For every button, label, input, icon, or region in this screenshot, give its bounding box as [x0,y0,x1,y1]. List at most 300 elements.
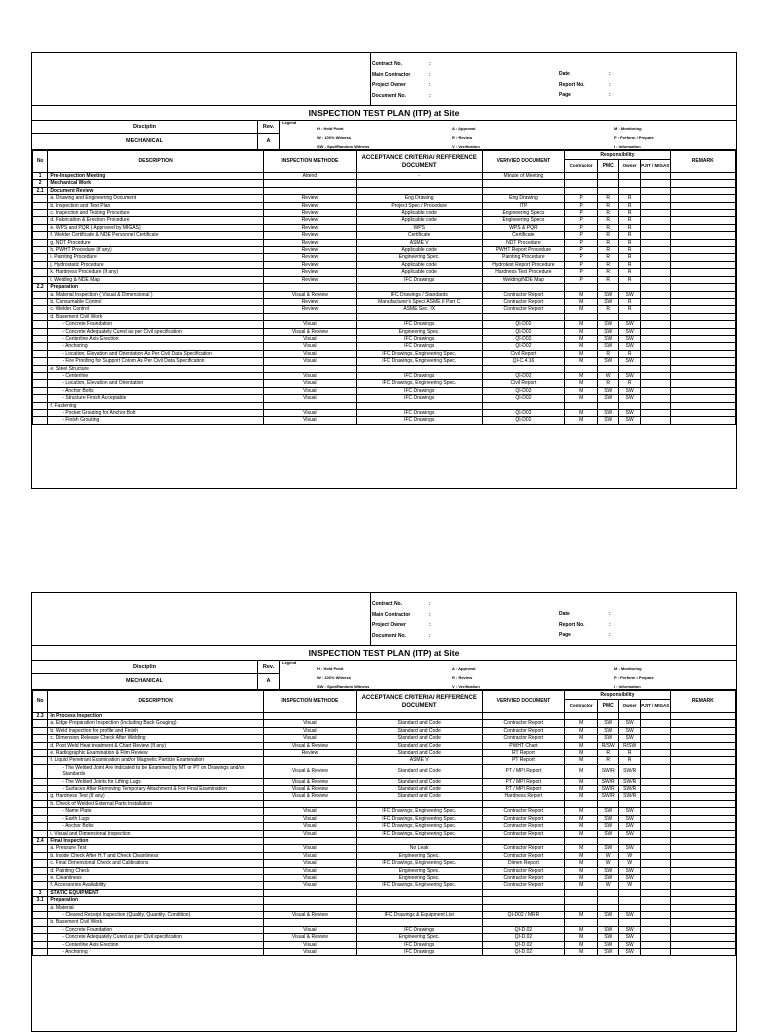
row-contractor: M [565,793,598,800]
section-row [33,173,736,180]
row-verified-doc: Hardness Report [482,793,565,800]
row-description: - Centerline [48,372,264,379]
row-pmc [598,284,619,291]
row-pjit [640,387,670,394]
row-number [33,313,48,320]
row-number: 2.1 [33,187,48,194]
row-contractor: M [565,815,598,822]
row-criteria: IFC Drawings, Engineering Spec. [356,830,482,837]
row-pjit [640,793,670,800]
table-row [33,395,736,402]
row-number [33,860,48,867]
row-pmc [598,402,619,409]
row-method: Visual [263,321,356,328]
col-remark: REMARK [670,691,735,713]
row-criteria [356,284,482,291]
row-pjit [640,395,670,402]
row-remark [670,372,735,379]
section-row [33,837,736,844]
row-method: Visual [263,387,356,394]
row-number [33,202,48,209]
row-pjit [640,786,670,793]
row-remark [670,793,735,800]
legend-col-2: A : Approval R : Review V : Verification [452,666,480,689]
row-criteria [356,187,482,194]
row-owner: SW [619,911,640,918]
row-criteria: IFC Drawings [356,949,482,956]
row-contractor: M [565,750,598,757]
row-remark [670,284,735,291]
row-remark [670,823,735,830]
table-row [33,291,736,298]
row-verified-doc [482,713,565,720]
row-method: Visual [263,860,356,867]
row-owner: R [619,239,640,246]
row-pmc: R [598,217,619,224]
row-verified-doc: Painting Procedure [482,254,565,261]
row-contractor: M [565,387,598,394]
col-responsibility: Responsibility [565,151,670,160]
row-criteria [356,919,482,926]
row-owner: SW/R [619,786,640,793]
row-pmc: SW/R [598,786,619,793]
row-description: h. PWHT Procedure (if any) [48,247,264,254]
row-pjit [640,727,670,734]
row-pjit [640,180,670,187]
row-pjit [640,949,670,956]
row-number [33,306,48,313]
row-contractor: P [565,239,598,246]
row-number [33,380,48,387]
row-owner: SW [619,934,640,941]
row-owner: R [619,210,640,217]
row-owner: SW [619,830,640,837]
row-owner: R [619,217,640,224]
row-description: i. Painting Procedure [48,254,264,261]
row-number [33,358,48,365]
row-description: - Anchor Bolts [48,823,264,830]
row-pmc: SW [598,815,619,822]
row-contractor [565,173,598,180]
row-number [33,852,48,859]
col-no: No [33,691,48,713]
row-description: In Process Inspection [48,713,264,720]
row-remark [670,808,735,815]
row-criteria: Engineering Spec. [356,874,482,881]
row-pmc: SW [598,830,619,837]
col-no: No [33,151,48,173]
row-description: - Concrete Foundation [48,321,264,328]
row-contractor: M [565,380,598,387]
row-owner: R [619,202,640,209]
row-criteria: Standard and Code [356,727,482,734]
col-method: INSPECTION METHODE [263,691,356,713]
row-number [33,417,48,424]
table-row [33,860,736,867]
itp-page-1 [31,52,737,489]
rev-label: Rev. [258,661,280,674]
main-contractor-label: Main Contractor [372,611,411,618]
row-method: Visual & Review [263,778,356,785]
row-contractor: M [565,757,598,764]
row-description: - The Welded Joint Are Indicated to be Examined by MT or PT on Drawings and/or Standards [48,764,264,778]
row-method: Visual [263,874,356,881]
row-remark [670,750,735,757]
row-pjit [640,202,670,209]
row-number [33,911,48,918]
row-method: Visual [263,735,356,742]
row-number [33,720,48,727]
row-contractor: M [565,949,598,956]
row-owner: SW [619,941,640,948]
table-row [33,269,736,276]
col-contractor: Contractor [565,700,598,713]
row-pmc [598,365,619,372]
table-row [33,195,736,202]
row-contractor: M [565,778,598,785]
row-pjit [640,350,670,357]
row-remark [670,202,735,209]
row-method [263,837,356,844]
row-number [33,919,48,926]
row-method: Visual & Review [263,328,356,335]
col-remark: REMARK [670,151,735,173]
row-description: d. Fabrication & Erection Procedure [48,217,264,224]
row-criteria: Standard and Code [356,764,482,778]
report-no-label: Report No. [559,621,585,628]
row-description: - Centerline Axis Erection [48,335,264,342]
row-contractor: M [565,941,598,948]
row-contractor [565,919,598,926]
row-owner: R [619,269,640,276]
row-remark [670,387,735,394]
row-owner: SW [619,358,640,365]
row-contractor: M [565,874,598,881]
row-contractor: P [565,202,598,209]
row-remark [670,934,735,941]
row-number [33,232,48,239]
row-criteria: Standard and Code [356,786,482,793]
table-row [33,823,736,830]
itp-table-1 [32,150,736,425]
row-pjit [640,402,670,409]
contract-colons: : : : : [429,61,431,99]
row-pmc [598,180,619,187]
table-row [33,815,736,822]
row-criteria: IFC Drawings [356,941,482,948]
row-method: Visual & Review [263,742,356,749]
table-row [33,224,736,231]
project-owner-label: Project Owner [372,82,406,88]
row-method: Visual & Review [263,764,356,778]
row-owner: R [619,350,640,357]
row-contractor: P [565,261,598,268]
row-pjit [640,808,670,815]
table-row [33,941,736,948]
row-verified-doc: Contractor Report [482,874,565,881]
row-remark [670,298,735,305]
row-number [33,343,48,350]
row-contractor: P [565,210,598,217]
itp-table-2-body [33,713,736,956]
row-description: - The Welded Joints for Lifting Lugs [48,778,264,785]
row-number [33,757,48,764]
row-owner: R [619,757,640,764]
row-pjit [640,239,670,246]
row-verified-doc: Eng Drawing [482,195,565,202]
row-pjit [640,343,670,350]
row-verified-doc: QI-D02 [482,321,565,328]
row-method: Review [263,210,356,217]
row-remark [670,261,735,268]
row-remark [670,778,735,785]
project-owner-label: Project Owner [372,622,406,628]
row-pjit [640,778,670,785]
row-verified-doc [482,889,565,896]
row-owner: R [619,306,640,313]
row-remark [670,210,735,217]
row-verified-doc: Contractor Report [482,735,565,742]
row-criteria: Standard and Code [356,750,482,757]
logo-area [32,593,371,645]
date-label: Date [559,611,570,617]
row-remark [670,417,735,424]
row-contractor: M [565,786,598,793]
row-number [33,926,48,933]
col-pmc: PMC [598,700,619,713]
date-labels [559,69,585,101]
row-pjit [640,291,670,298]
row-remark [670,727,735,734]
row-verified-doc: Contractor Report [482,815,565,822]
row-owner: SW [619,735,640,742]
row-pmc [598,889,619,896]
row-contractor: M [565,720,598,727]
date-labels [559,609,585,641]
row-contractor: M [565,306,598,313]
row-criteria: ASME Sec. IX [356,306,482,313]
row-pjit [640,254,670,261]
row-pmc: R [598,195,619,202]
row-contractor [565,365,598,372]
row-verified-doc [482,800,565,807]
row-verified-doc: QI-D.02 [482,934,565,941]
row-verified-doc: NDT Procedure [482,239,565,246]
row-verified-doc [482,897,565,904]
date-colons: : : : [609,611,611,638]
row-method: Visual [263,395,356,402]
itp-table-1-body [33,173,736,425]
row-description: STATIC EQUIPMENT [48,889,264,896]
row-number [33,372,48,379]
row-owner: R [619,224,640,231]
section-row [33,889,736,896]
row-owner: SW [619,372,640,379]
row-pjit [640,372,670,379]
table-row [33,926,736,933]
row-method [263,187,356,194]
section-row [33,284,736,291]
row-owner: SW [619,335,640,342]
row-contractor: M [565,350,598,357]
row-owner: SW/R [619,764,640,778]
row-description: - Centerline Axis Erection [48,941,264,948]
row-pmc: SW [598,358,619,365]
row-description: f. Welder Certificate & NDE Personnel Certificate [48,232,264,239]
row-description: b. Inspection and Test Plan [48,202,264,209]
row-method [263,904,356,911]
disciplin-label: Disciplin [32,661,258,674]
row-method: Visual [263,882,356,889]
row-owner: SW/R [619,793,640,800]
row-pmc: SW [598,720,619,727]
row-method [263,313,356,320]
row-contractor [565,897,598,904]
row-pjit [640,830,670,837]
row-contractor: M [565,358,598,365]
row-remark [670,173,735,180]
table-row [33,306,736,313]
row-description: - Concrete Adequately Cured as per Civil specification [48,328,264,335]
row-verified-doc: Minute of Meeting [482,173,565,180]
row-contractor: M [565,823,598,830]
row-pmc: SW [598,298,619,305]
row-number: 2.4 [33,837,48,844]
row-method: Visual [263,852,356,859]
row-number [33,786,48,793]
row-contractor: M [565,417,598,424]
row-criteria: Applicable code [356,261,482,268]
row-description: - Anchor Bolts [48,387,264,394]
contract-labels [372,599,410,641]
row-contractor: M [565,291,598,298]
section-row [33,713,736,720]
row-owner: SW [619,321,640,328]
row-contractor: M [565,764,598,778]
row-number [33,402,48,409]
row-verified-doc: Contractor Report [482,808,565,815]
row-number [33,793,48,800]
row-contractor [565,187,598,194]
row-number [33,874,48,881]
row-remark [670,897,735,904]
row-owner: SW [619,343,640,350]
row-contractor: P [565,195,598,202]
row-pmc [598,173,619,180]
row-verified-doc: QI-C.4.16 [482,358,565,365]
row-pmc: SW/R [598,793,619,800]
row-remark [670,187,735,194]
table-row [33,402,736,409]
discipline-value: MECHANICAL [32,134,258,149]
row-number: 1 [33,173,48,180]
row-owner: R [619,232,640,239]
row-number [33,882,48,889]
row-pjit [640,852,670,859]
row-pmc: SW [598,735,619,742]
row-pmc: SW [598,395,619,402]
row-pmc: R [598,276,619,283]
row-pjit [640,750,670,757]
row-remark [670,291,735,298]
row-remark [670,830,735,837]
row-criteria: IFC Drawings [356,395,482,402]
row-remark [670,911,735,918]
page-label: Page [559,92,571,98]
row-contractor: M [565,934,598,941]
row-method: Visual & Review [263,291,356,298]
table-row [33,874,736,881]
row-contractor: P [565,247,598,254]
row-method [263,800,356,807]
legend-label: Legend [282,120,297,125]
row-pjit [640,284,670,291]
row-verified-doc: Contractor Report [482,845,565,852]
row-remark [670,815,735,822]
table-row [33,239,736,246]
row-pmc: SW [598,417,619,424]
legend-col-3: M : Monitoring P : Perform / Prepare I : Information [614,666,654,689]
row-owner: SW [619,949,640,956]
row-method: Visual & Review [263,934,356,941]
row-pjit [640,837,670,844]
row-criteria: IFC Drawings, Engineering Spec. [356,350,482,357]
row-remark [670,217,735,224]
row-pmc: W [598,852,619,859]
row-owner [619,284,640,291]
row-method: Visual [263,949,356,956]
discipline-legend-row [32,661,736,690]
row-pmc [598,713,619,720]
row-criteria: Engineering Spec. [356,328,482,335]
row-pmc [598,800,619,807]
row-pjit [640,911,670,918]
row-criteria: ASME V [356,239,482,246]
row-method: Review [263,269,356,276]
row-pmc: R [598,269,619,276]
row-description: e. Steel Structure [48,365,264,372]
row-verified-doc: Contractor Report [482,852,565,859]
table-row [33,217,736,224]
row-verified-doc: Contractor Report [482,291,565,298]
row-remark [670,276,735,283]
row-verified-doc: QI-D02 [482,387,565,394]
row-verified-doc: ITP [482,202,565,209]
row-contractor [565,713,598,720]
row-remark [670,239,735,246]
row-criteria: No Leak [356,845,482,852]
row-number [33,800,48,807]
row-method: Visual & Review [263,793,356,800]
row-criteria: WPS [356,224,482,231]
row-number: 3.1 [33,897,48,904]
row-criteria: Applicable code [356,210,482,217]
row-remark [670,232,735,239]
row-method [263,713,356,720]
row-number [33,845,48,852]
row-number [33,335,48,342]
row-remark [670,313,735,320]
row-owner: SW [619,328,640,335]
row-remark [670,800,735,807]
row-pmc: SW [598,867,619,874]
row-criteria: Standard and Code [356,778,482,785]
table-row [33,417,736,424]
row-verified-doc: Contractor Report [482,882,565,889]
disciplin-label: Disciplin [32,121,258,134]
row-number [33,823,48,830]
row-contractor [565,800,598,807]
